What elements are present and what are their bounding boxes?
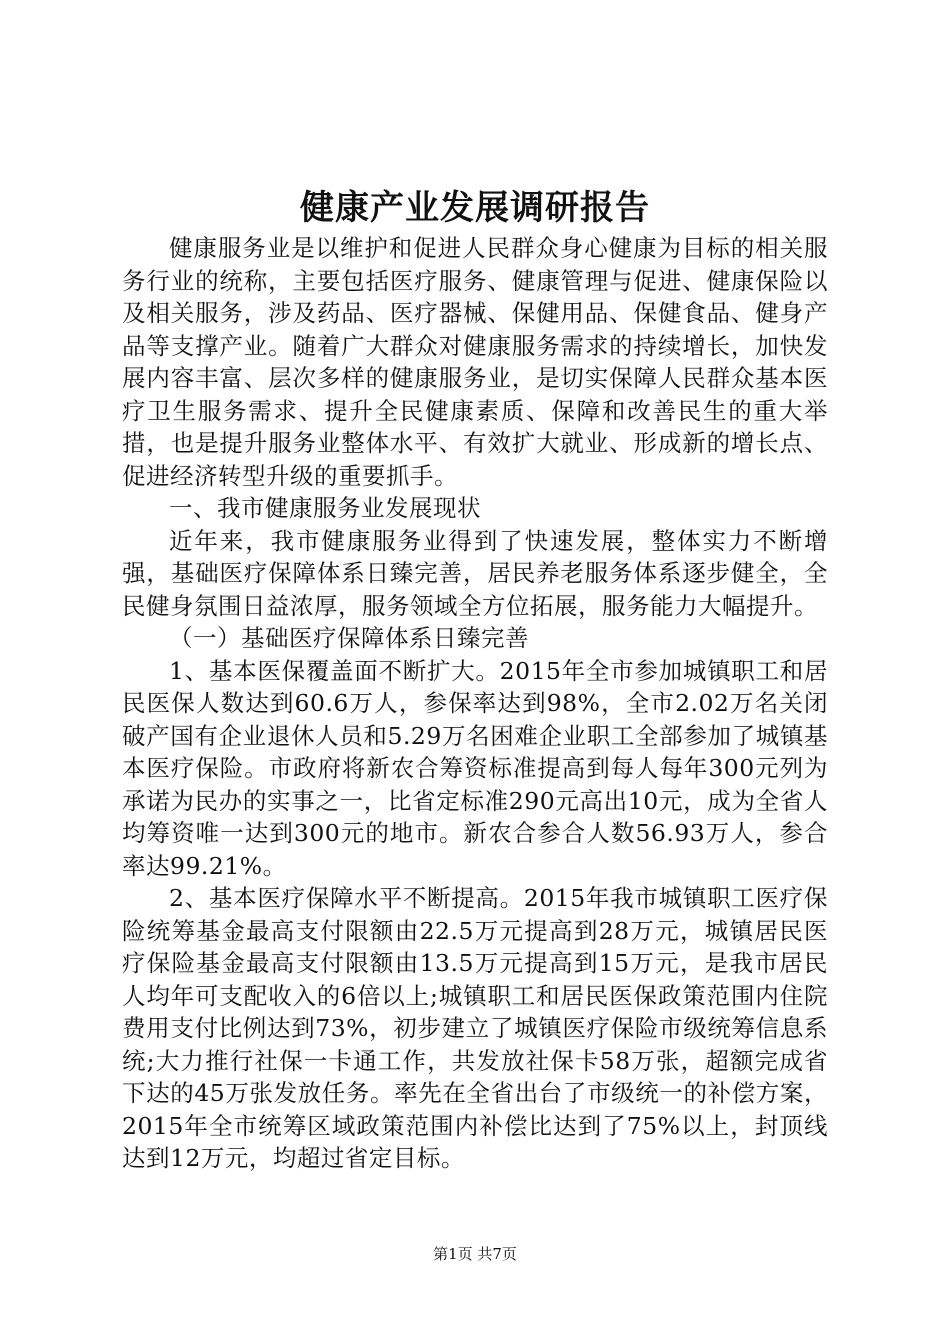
page-footer: 第1页 共7页 [433, 1245, 517, 1263]
paragraph-level: 2、基本医疗保障水平不断提高。2015年我市城镇职工医疗保险统筹基金最高支付限额由22.5万元提高到28万元，城镇居民医疗保险基金最高支付限额由13.5万元提高到15万元，是我市居民人均年可支配收入的6倍以上;城镇职工和居民医保政策范围内住院费用支付比例达到73%，初步建立了城镇医疗保险市级统筹信息系统;大力推行社保一卡通工作，共发放社保卡58万张，超额完成省下达的45万张发放任务。率先在全省出台了市级统一的补偿方案，2015年全市统筹区域政策范围内补偿比达到了75%以上，封顶线达到12万元，均超过省定目标。 [122, 884, 828, 1172]
document-title: 健康产业发展调研报告 [300, 188, 650, 228]
subsection-heading-1: （一）基础医疗保障体系日臻完善 [169, 624, 529, 652]
document-body [122, 232, 828, 1175]
paragraph-status: 近年来，我市健康服务业得到了快速发展，整体实力不断增强，基础医疗保障体系日臻完善，居民养老服务体系逐步健全，全民健身氛围日益浓厚，服务领域全方位拓展，服务能力大幅提升。 [122, 526, 828, 620]
paragraph-coverage: 1、基本医保覆盖面不断扩大。2015年全市参加城镇职工和居民医保人数达到60.6万人，参保率达到98%，全市2.02万名关闭破产国有企业退休人员和5.29万名困难企业职工全部参加了城镇基本医疗保险。市政府将新农合筹资标准提高到每人每年300元列为承诺为民办的实事之一，比省定标准290元高出10元，成为全省人均筹资唯一达到300元的地市。新农合参合人数56.93万人，参合率达99.21%。 [122, 656, 828, 880]
paragraph-intro: 健康服务业是以维护和促进人民群众身心健康为目标的相关服务行业的统称，主要包括医疗服务、健康管理与促进、健康保险以及相关服务，涉及药品、医疗器械、保健用品、保健食品、健身产品等支撑产业。随着广大群众对健康服务需求的持续增长，加快发展内容丰富、层次多样的健康服务业，是切实保障人民群众基本医疗卫生服务需求、提升全民健康素质、保障和改善民生的重大举措，也是提升服务业整体水平、有效扩大就业、形成新的增长点、促进经济转型升级的重要抓手。 [122, 234, 828, 490]
section-heading-1: 一、我市健康服务业发展现状 [169, 494, 481, 522]
